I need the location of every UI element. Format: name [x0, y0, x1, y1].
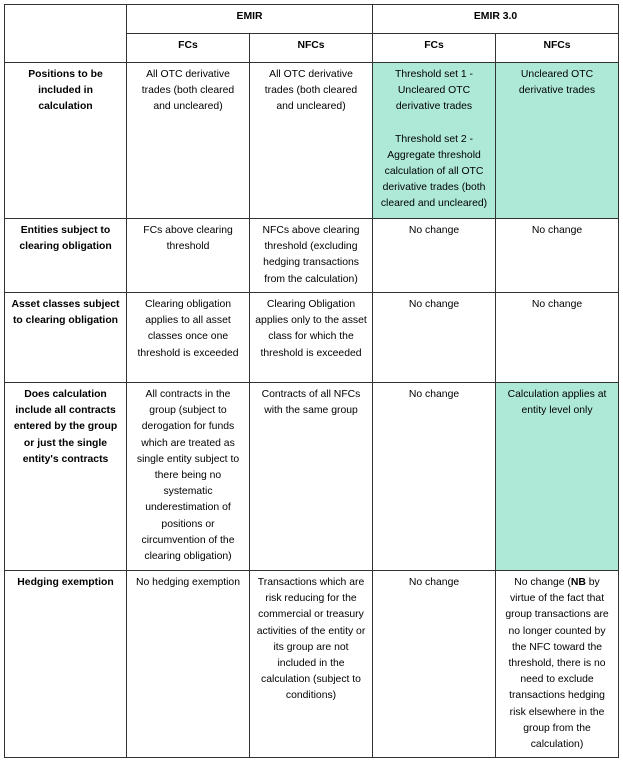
header-emir-fcs: FCs [127, 34, 250, 63]
header-emir3-nfcs: NFCs [496, 34, 619, 63]
cell-emir-nfcs: All OTC derivative trades (both cleared and uncleared) [250, 63, 373, 219]
header-emir3: EMIR 3.0 [373, 5, 619, 34]
threshold-set-1: Threshold set 1 - Uncleared OTC derivative trades [395, 69, 473, 113]
header-emir: EMIR [127, 5, 373, 34]
cell-emir-fcs: FCs above clearing threshold [127, 219, 250, 293]
cell-emir-fcs: No hedging exemption [127, 571, 250, 758]
note-nb: NB [570, 577, 586, 588]
table-row [5, 63, 619, 219]
table-row [5, 219, 619, 293]
cell-emir3-nfcs: No change [496, 293, 619, 383]
cell-emir-nfcs: NFCs above clearing threshold (excluding hedging transactions from the calculation) [250, 219, 373, 293]
cell-emir-nfcs: Contracts of all NFCs with the same group [250, 383, 373, 571]
cell-emir3-nfcs [496, 571, 619, 758]
row-label: Entities subject to clearing obligation [5, 219, 127, 293]
cell-emir-nfcs: Clearing Obligation applies only to the asset class for which the threshold is exceeded [250, 293, 373, 383]
cell-emir-fcs: Clearing obligation applies to all asset classes once one threshold is exceeded [127, 293, 250, 383]
emir-comparison-table [4, 4, 619, 758]
table-row [5, 293, 619, 383]
header-emir-nfcs: NFCs [250, 34, 373, 63]
table-row [5, 383, 619, 571]
threshold-set-2: Threshold set 2 - Aggregate threshold calculation of all OTC derivative trades (both cleared and uncleared) [380, 133, 488, 210]
cell-emir3-fcs: No change [373, 293, 496, 383]
row-label: Does calculation include all contracts entered by the group or just the single entity's contracts [5, 383, 127, 571]
cell-emir3-fcs [373, 63, 496, 219]
cell-emir-fcs: All contracts in the group (subject to derogation for funds which are treated as single entity subject to there being no systematic underestimation of positions or circumvention of the clearing obligation) [127, 383, 250, 571]
row-label: Hedging exemption [5, 571, 127, 758]
note-prefix: No change ( [514, 577, 571, 588]
cell-emir3-fcs: No change [373, 383, 496, 571]
cell-emir3-nfcs: Uncleared OTC derivative trades [496, 63, 619, 219]
table-row [5, 571, 619, 758]
header-row-groups [5, 5, 619, 34]
spacer [378, 116, 490, 132]
cell-emir3-fcs: No change [373, 571, 496, 758]
cell-emir3-nfcs: Calculation applies at entity level only [496, 383, 619, 571]
row-label: Positions to be included in calculation [5, 63, 127, 219]
note-text: by virtue of the fact that group transactions are no longer counted by the NFC toward the threshold, there is no need to exclude transactions hedging risk elsewhere in the group from the calculation) [505, 577, 609, 751]
row-label: Asset classes subject to clearing obligation [5, 293, 127, 383]
cell-emir3-nfcs: No change [496, 219, 619, 293]
cell-emir-fcs: All OTC derivative trades (both cleared and uncleared) [127, 63, 250, 219]
cell-emir-nfcs: Transactions which are risk reducing for the commercial or treasury activities of the entity or its group are not included in the calculation (subject to conditions) [250, 571, 373, 758]
header-corner-cell [5, 5, 127, 63]
cell-emir3-fcs: No change [373, 219, 496, 293]
header-emir3-fcs: FCs [373, 34, 496, 63]
